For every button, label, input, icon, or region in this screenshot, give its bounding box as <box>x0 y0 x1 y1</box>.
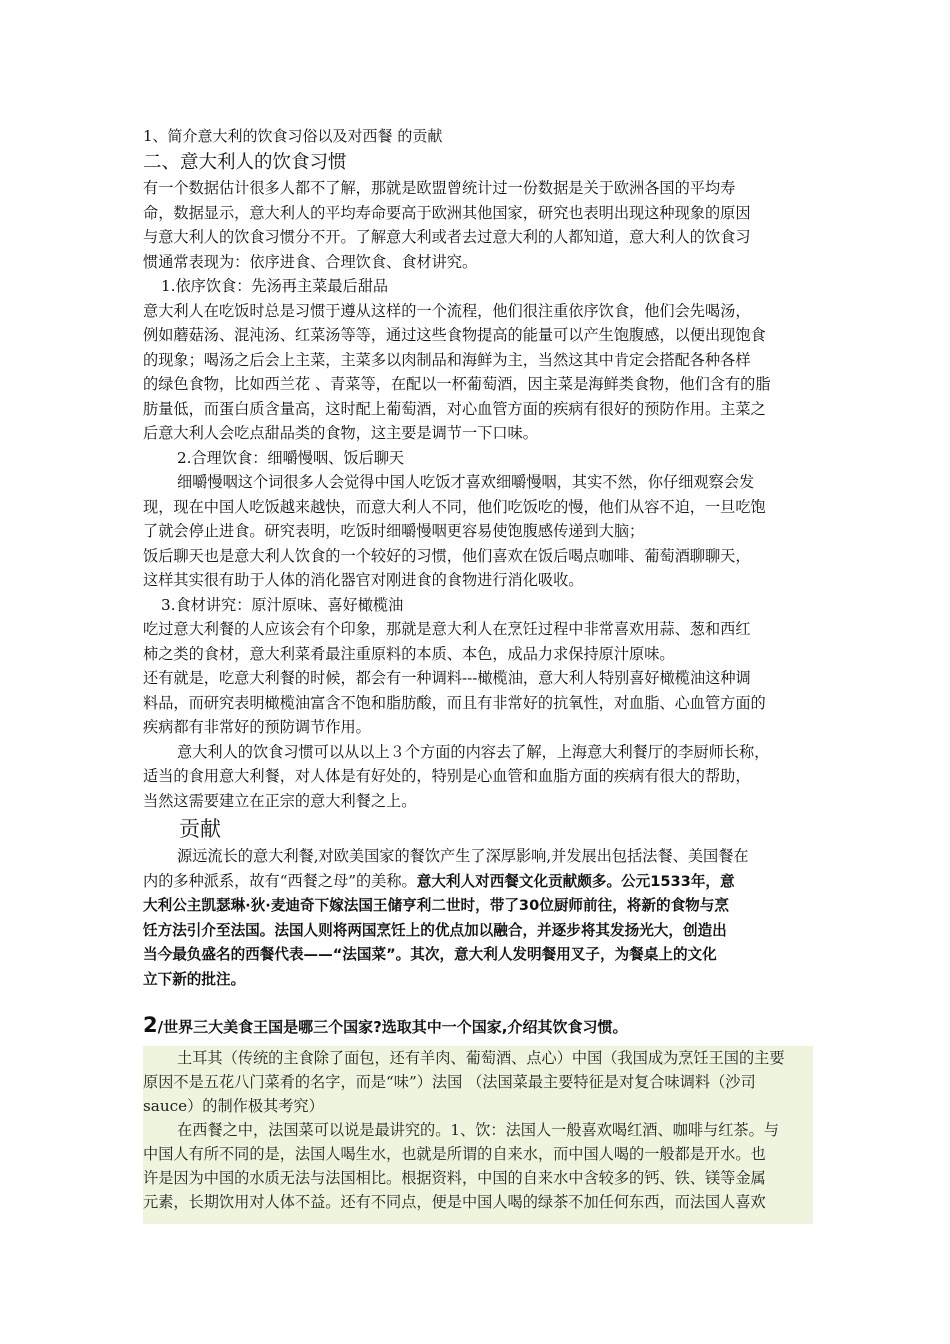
sub3-line: 吃过意大利餐的人应该会有个印象，那就是意大利人在烹饪过程中非常喜欢用蒜、葱和西红 <box>143 620 751 638</box>
conclusion-line: 适当的食用意大利餐，对人体是有好处的，特别是心血管和血脂方面的疾病有很大的帮助， <box>143 767 751 785</box>
question-1: 1、简介意大利的饮食习俗以及对西餐 的贡献 <box>143 127 443 145</box>
contribution-bold-line: 饪方法引介至法国。法国人则将两国烹饪上的优点加以融合，并逐步将其发扬光大，创造出 <box>143 921 727 939</box>
contribution-bold-line: 立下新的批注。 <box>143 970 246 988</box>
sub1-line: 例如蘑菇汤、混沌汤、红菜汤等等，通过这些食物提高的能量可以产生饱腹感，以便出现饱食 <box>143 326 766 344</box>
sub2-line: 这样其实很有助于人体的消化器官对刚进食的食物进行消化吸收。 <box>143 571 584 589</box>
sub1-line: 意大利人在吃饭时总是习惯于遵从这样的一个流程，他们很注重依序饮食，他们会先喝汤， <box>143 301 751 320</box>
sub1-line: 肪量低，而蛋白质含量高，这时配上葡萄酒，对心血管方面的疾病有很好的预防作用。主菜之 <box>143 399 766 418</box>
sub1-line: 的现象；喝汤之后会上主菜，主菜多以肉制品和海鲜为主，当然这其中肯定会搭配各种各样 <box>143 350 751 369</box>
intro-line: 命，数据显示，意大利人的平均寿命要高于欧洲其他国家，研究也表明出现这种现象的原因 <box>143 203 751 222</box>
sub3-line: 料品，而研究表明橄榄油富含不饱和脂肪酸，而且有非常好的抗氧性，对血脂、心血管方面的 <box>143 693 766 712</box>
habits-heading: 二、意大利人的饮食习惯 <box>143 152 347 173</box>
answer-line: 原因不是五花八门菜肴的名字，而是“味”）法国 （法国菜最主要特征是对复合味调料（沙司 <box>143 1073 756 1091</box>
answer-line: 土耳其（传统的主食除了面包，还有羊肉、葡萄酒、点心）中国（我国成为烹饪王国的主要 <box>177 1049 785 1067</box>
main-text-block <box>143 124 813 992</box>
intro-line: 惯通常表现为：依序进食、合理饮食、食材讲究。 <box>143 252 478 271</box>
answer-line: 元素，长期饮用对人体不益。还有不同点，便是中国人喝的绿茶不加任何东西，而法国人喜欢 <box>143 1193 766 1211</box>
intro-line: 有一个数据估计很多人都不了解，那就是欧盟曾统计过一份数据是关于欧洲各国的平均寿 <box>143 179 736 197</box>
sub2-line: 了就会停止进食。研究表明，吃饭时细嚼慢咽更容易使饱腹感传递到大脑； <box>143 522 645 540</box>
answer-2-highlight <box>143 1046 813 1224</box>
answer-line: sauce）的制作极其考究） <box>143 1097 324 1115</box>
contribution-normal-text: 内的多种派系，故有“西餐之母”的美称。 <box>143 871 417 890</box>
sub2-line: 饭后聊天也是意大利人饮食的一个较好的习惯，他们喜欢在饭后喝点咖啡、葡萄酒聊聊天， <box>143 546 751 565</box>
question-2 <box>143 1012 833 1040</box>
sub3-line: 疾病都有非常好的预防调节作用。 <box>143 718 371 736</box>
answer-line: 中国人有所不同的是，法国人喝生水，也就是所谓的自来水，而中国人喝的一般都是开水。也 <box>143 1145 766 1163</box>
conclusion-line: 当然这需要建立在正宗的意大利餐之上。 <box>143 791 417 810</box>
sub3-line: 还有就是，吃意大利餐的时候，都会有一种调料---橄榄油，意大利人特别喜好橄榄油这种调 <box>143 669 751 687</box>
answer-line: 许是因为中国的水质无法与法国相比。根据资料，中国的自来水中含较多的钙、铁、镁等金属 <box>143 1169 766 1187</box>
contribution-bold-line: 当今最负盛名的西餐代表——“法国菜”。其次，意大利人发明餐用叉子，为餐桌上的文化 <box>143 946 717 963</box>
question-2-number: 2 <box>143 1013 158 1037</box>
contribution-bold-line: 大利公主凯瑟琳·狄·麦迪奇下嫁法国王储亨利二世时，带了30位厨师前往，将新的食物与烹 <box>143 897 729 914</box>
contribution-bold-text: 意大利人对西餐文化贡献颇多。公元1533年，意 <box>416 872 735 890</box>
contribution-line <box>143 869 813 895</box>
sub3-line: 柿之类的食材，意大利菜肴最注重原料的本质、本色，成品力求保持原汁原味。 <box>143 644 675 663</box>
sub2-line: 现，现在中国人吃饭越来越快，而意大利人不同，他们吃饭吃的慢，他们从容不迫，一旦吃饱 <box>143 497 766 516</box>
sub2-line: 细嚼慢咽这个词很多人会觉得中国人吃饭才喜欢细嚼慢咽，其实不然，你仔细观察会发 <box>177 473 755 491</box>
subheading-2: 2.合理饮食：细嚼慢咽、饭后聊天 <box>177 448 405 467</box>
subheading-1: 1.依序饮食：先汤再主菜最后甜品 <box>161 277 389 295</box>
conclusion-line: 意大利人的饮食习惯可以从以上３个方面的内容去了解，上海意大利餐厅的李厨师长称， <box>177 742 770 761</box>
contribution-heading: 贡献 <box>179 817 221 841</box>
intro-line: 与意大利人的饮食习惯分不开。了解意大利或者去过意大利的人都知道，意大利人的饮食习 <box>143 228 751 246</box>
sub1-line: 后意大利人会吃点甜品类的食物，这主要是调节一下口味。 <box>143 424 538 442</box>
question-2-text: /世界三大美食王国是哪三个国家?选取其中一个国家,介绍其饮食习惯。 <box>157 1018 628 1036</box>
answer-line: 在西餐之中，法国菜可以说是最讲究的。1、饮：法国人一般喜欢喝红酒、咖啡与红茶。与 <box>177 1121 779 1139</box>
sub1-line: 的绿色食物，比如西兰花 、青菜等，在配以一杯葡萄酒，因主菜是海鲜类食物，他们含有的脂 <box>143 375 771 393</box>
subheading-3: 3.食材讲究：原汁原味、喜好橄榄油 <box>161 595 404 614</box>
contribution-line: 源远流长的意大利餐,对欧美国家的餐饮产生了深厚影响,并发展出包括法餐、美国餐在 <box>177 847 749 865</box>
